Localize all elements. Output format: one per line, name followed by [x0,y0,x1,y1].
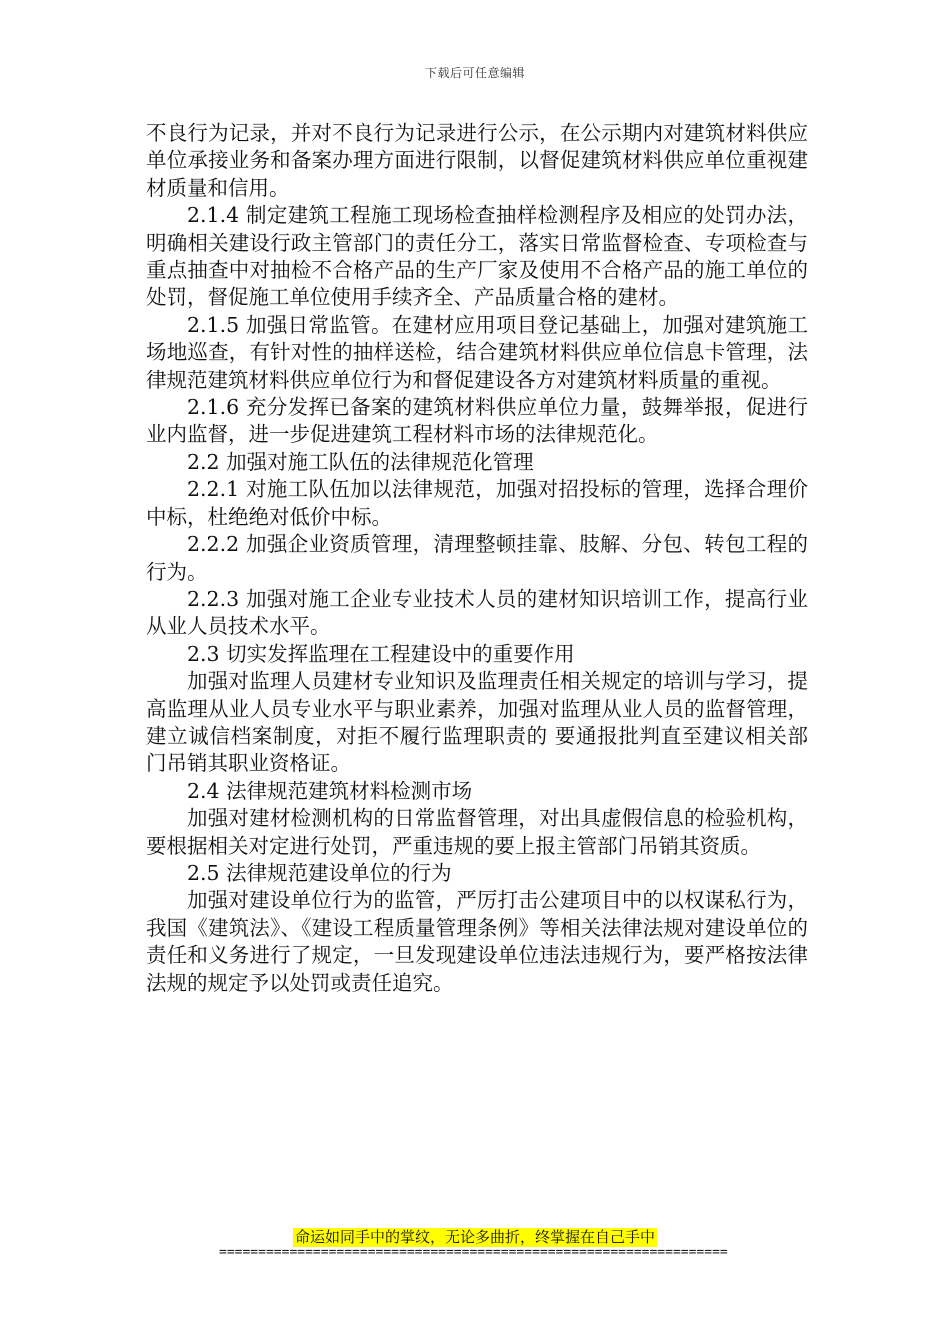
paragraph: 2.1.4 制定建筑工程施工现场检查抽样检测程序及相应的处罚办法，明确相关建设行政主管部门的责任分工，落实日常监督检查、专项检查与重点抽查中对抽检不合格产品的生产厂家及使用不合格产品的施工单位的处罚，督促施工单位使用手续齐全、产品质量合格的建材。 [146,203,808,310]
paragraph: 2.1.5 加强日常监管。在建材应用项目登记基础上，加强对建筑施工场地巡查，有针对性的抽样送检，结合建筑材料供应单位信息卡管理，法律规范建筑材料供应单位行为和督促建设各方对建筑材料质量的重视。 [146,312,808,392]
document-body [146,120,808,997]
section-heading: 2.3 切实发挥监理在工程建设中的重要作用 [187,641,575,666]
paragraph: 2.2.1 对施工队伍加以法律规范，加强对招投标的管理，选择合理价中标，杜绝绝对低价中标。 [146,477,808,529]
paragraph: 2.1.6 充分发挥已备案的建筑材料供应单位力量，鼓舞举报，促进行业内监督，进一步促进建筑工程材料市场的法律规范化。 [146,395,808,447]
paragraph: 2.2.3 加强对施工企业专业技术人员的建材知识培训工作，提高行业从业人员技术水平。 [146,586,808,639]
page-footer [0,1227,950,1247]
section-heading: 2.2 加强对施工队伍的法律规范化管理 [187,449,534,474]
section-heading: 2.4 法律规范建筑材料检测市场 [187,778,473,803]
paragraph: 加强对监理人员建材专业知识及监理责任相关规定的培训与学习，提高监理从业人员专业水平与职业素养，加强对监理从业人员的监督管理，建立诚信档案制度，对拒不履行监理职责的 要通报批判直至建议相关部门吊销其职业资格证。 [146,669,808,776]
paragraph: 2.2.2 加强企业资质管理，清理整顿挂靠、肢解、分包、转包工程的行为。 [146,532,808,584]
paragraph: 加强对建材检测机构的日常监督管理，对出具虚假信息的检验机构，要根据相关对定进行处罚，严重违规的要上报主管部门吊销其资质。 [146,806,808,858]
paragraph: 不良行为记录，并对不良行为记录进行公示，在公示期内对建筑材料供应单位承接业务和备案办理方面进行限制，以督促建筑材料供应单位重视建材质量和信用。 [146,121,808,200]
footer-motto: 命运如同手中的掌纹，无论多曲折，终掌握在自己手中 [294,1228,655,1246]
section-heading: 2.5 法律规范建设单位的行为 [187,860,452,885]
footer-separator: ================================================================= [219,1245,728,1260]
paragraph: 加强对建设单位行为的监管，严厉打击公建项目中的以权谋私行为，我国《建筑法》、《建设工程质量管理条例》等相关法律法规对建设单位的责任和义务进行了规定，一旦发现建设单位违法违规行为，要严格按法律法规的规定予以处罚或责任追究。 [146,888,808,995]
page-header: 下载后可任意编辑 [424,66,525,80]
